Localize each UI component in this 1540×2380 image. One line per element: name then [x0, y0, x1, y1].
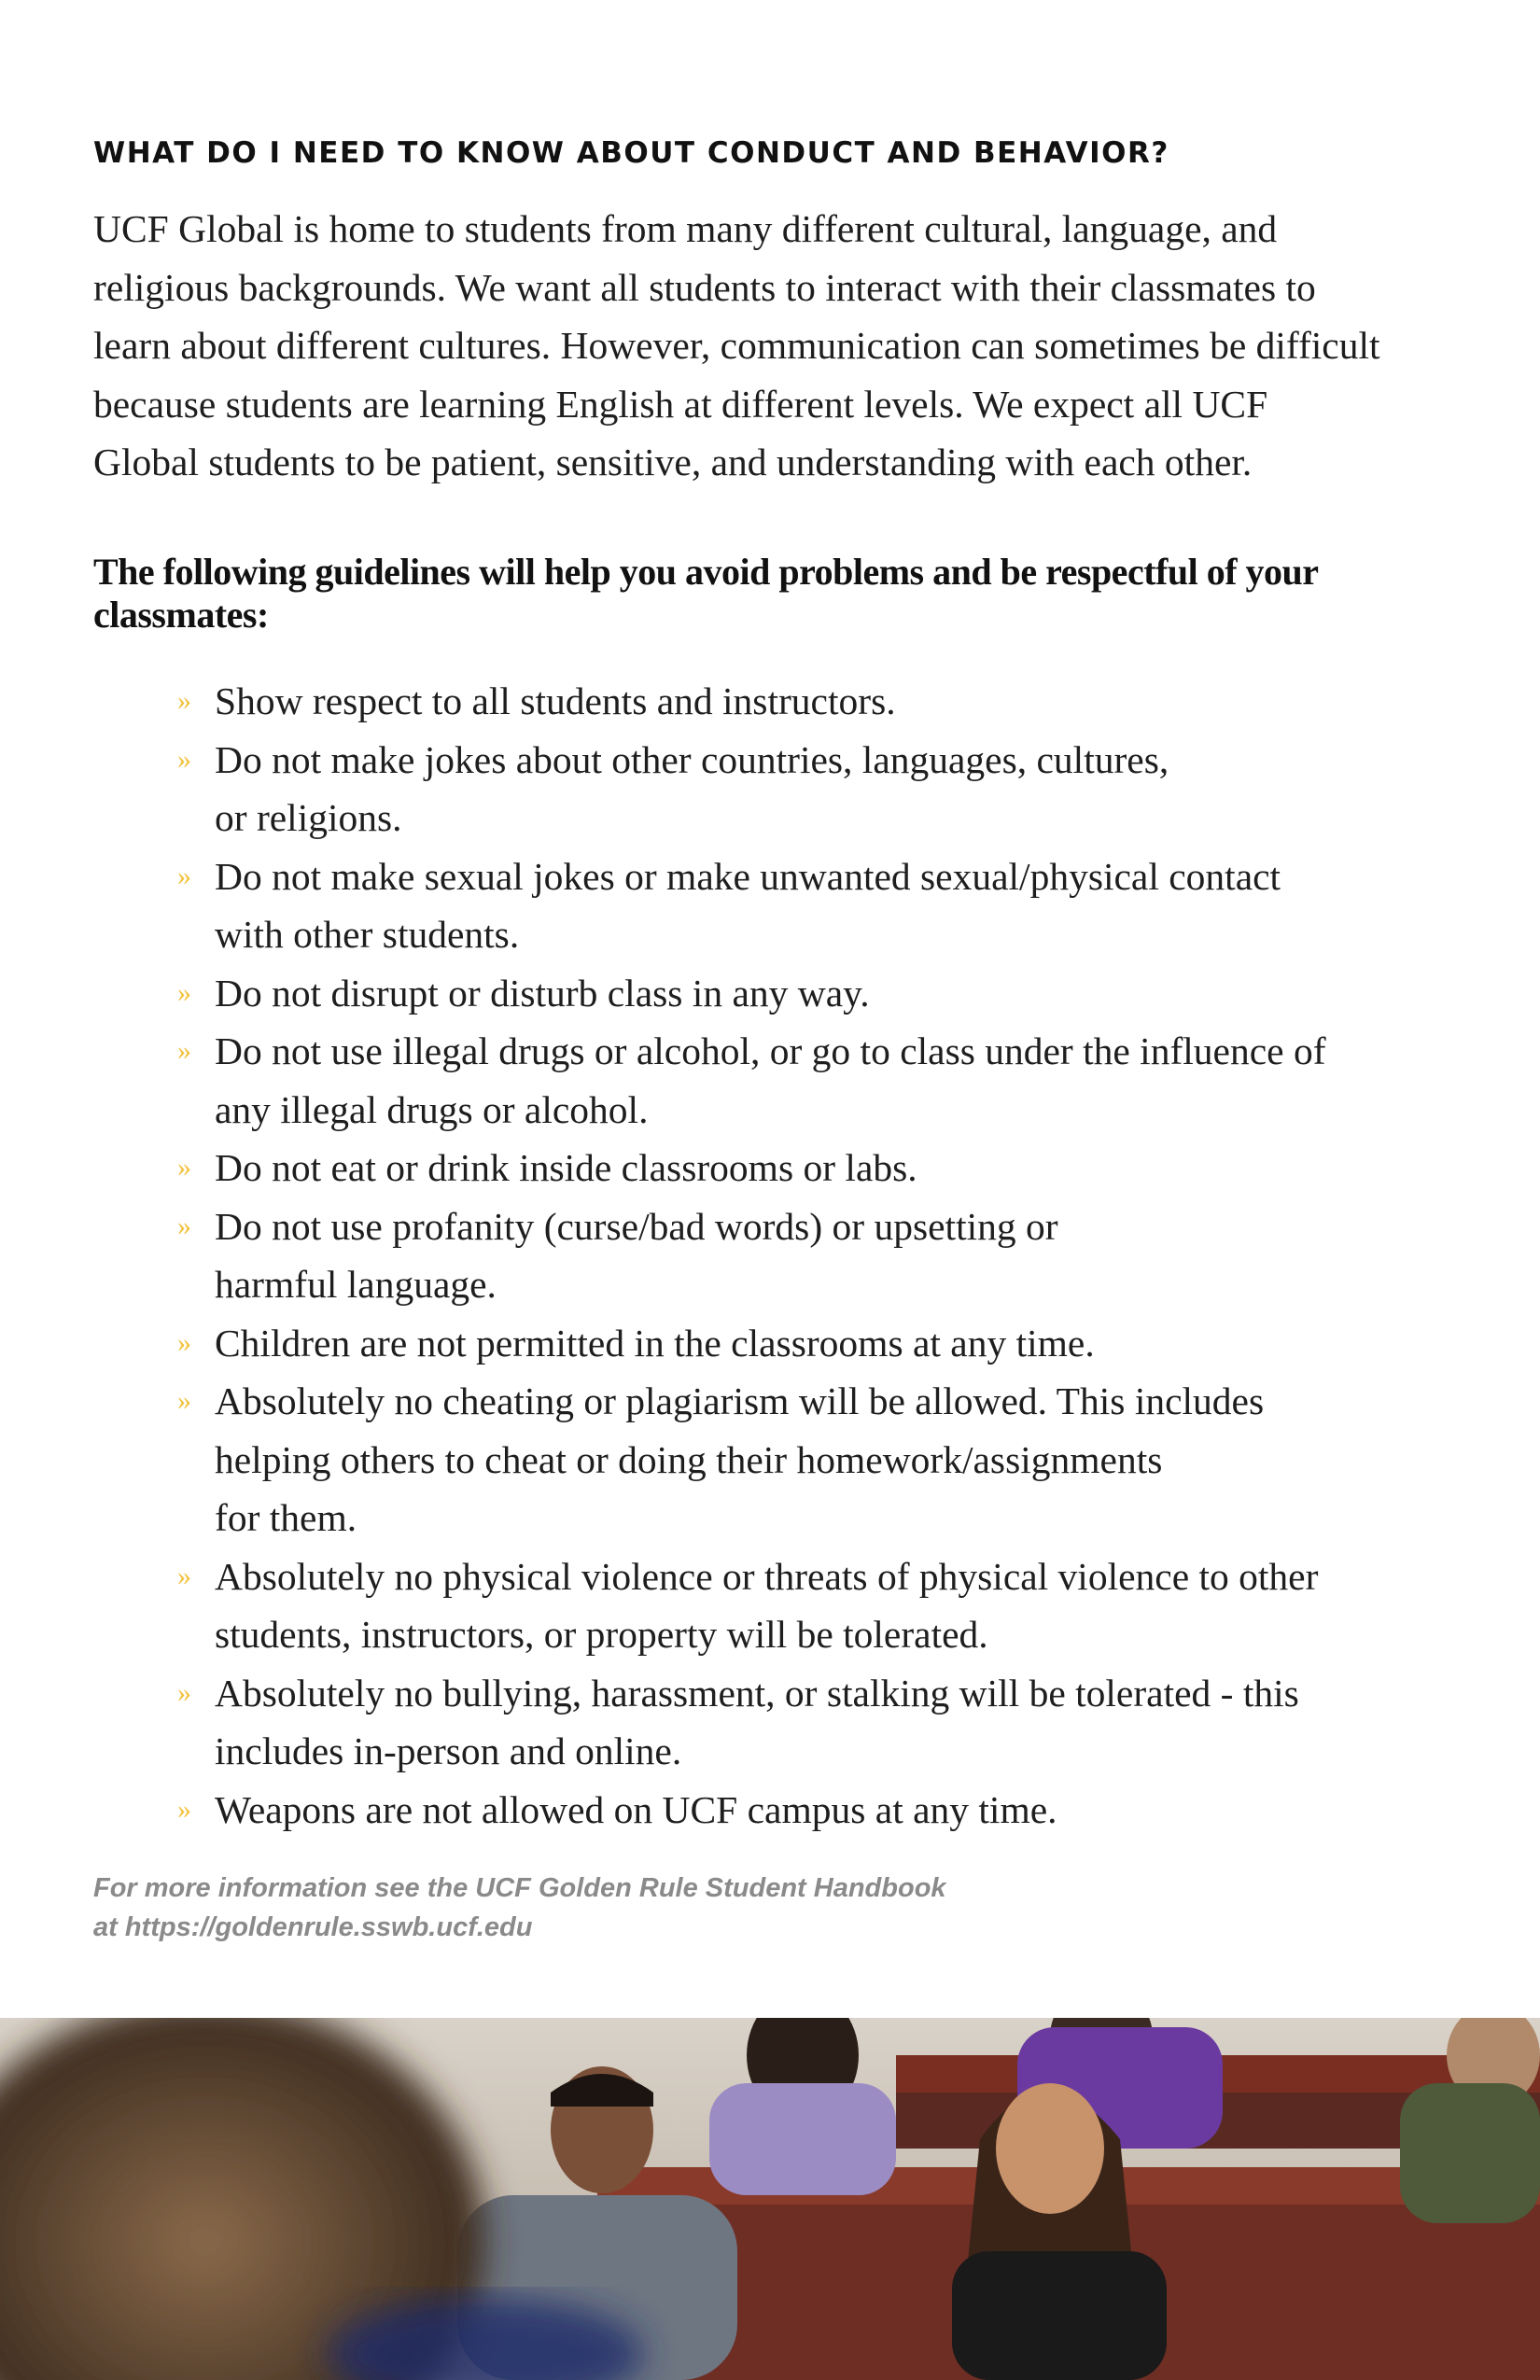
guideline-text-line: helping others to cheat or doing their homework/assignments [215, 1437, 1163, 1481]
subheading-line: The following guidelines will help you avoid problems and be respectful of your [93, 551, 1319, 593]
guideline-text-line: with other students. [215, 913, 520, 956]
guideline-text-line: Weapons are not allowed on UCF campus at any time. [215, 1787, 1057, 1831]
guideline-text-line: or religions. [215, 796, 402, 839]
bullet-marker: » [177, 1793, 191, 1825]
guideline-text-line: Do not disrupt or disturb class in any way. [215, 971, 870, 1015]
intro-line: religious backgrounds. We want all students to interact with their classmates to [93, 265, 1316, 309]
bullet-marker: » [177, 1152, 191, 1183]
bullet-marker: » [177, 1676, 191, 1708]
guideline-item [177, 1781, 1353, 1840]
guideline-item [177, 1664, 1353, 1781]
guideline-item [177, 1314, 1353, 1373]
footnote-line: at https://goldenrule.sswb.ucf.edu [93, 1912, 533, 1942]
guideline-item [177, 1547, 1353, 1664]
guideline-text-line: any illegal drugs or alcohol. [215, 1087, 649, 1131]
bullet-marker: » [177, 743, 191, 775]
guideline-item [177, 1197, 1353, 1314]
bullet-marker: » [177, 1035, 191, 1066]
guideline-text-line: Absolutely no bullying, harassment, or stalking will be tolerated - this [215, 1671, 1299, 1715]
bullet-marker: » [177, 685, 191, 716]
guideline-item [177, 731, 1353, 847]
intro-paragraph [93, 200, 1456, 492]
section-heading: WHAT DO I NEED TO KNOW ABOUT CONDUCT AND BEHAVIOR? [93, 136, 1169, 170]
guideline-text-line: Absolutely no physical violence or threats of physical violence to other [215, 1554, 1319, 1598]
guideline-text-line: Do not use profanity (curse/bad words) or upsetting or [215, 1204, 1058, 1248]
guideline-text-line: Absolutely no cheating or plagiarism will be allowed. This includes [215, 1379, 1265, 1422]
intro-line: because students are learning English at different levels. We expect all UCF [93, 382, 1268, 426]
guideline-text-line: Show respect to all students and instructors. [215, 679, 896, 722]
guideline-text-line: Do not make jokes about other countries, languages, cultures, [215, 737, 1169, 781]
intro-line: Global students to be patient, sensitive, and understanding with each other. [93, 441, 1253, 483]
guideline-item [177, 1139, 1353, 1197]
guideline-text-line: includes in-person and online. [215, 1729, 682, 1772]
intro-line: UCF Global is home to students from many different cultural, language, and [93, 207, 1278, 250]
bullet-marker: » [177, 1326, 191, 1358]
intro-line: learn about different cultures. However, communication can sometimes be difficult [93, 324, 1380, 367]
guidelines-list [177, 672, 1353, 1839]
guideline-item [177, 672, 1353, 731]
guideline-item [177, 1022, 1353, 1139]
guideline-item [177, 847, 1353, 964]
footnote [93, 1869, 1213, 1947]
guideline-item [177, 964, 1353, 1023]
bullet-marker: » [177, 976, 191, 1008]
guideline-text-line: for them. [215, 1496, 357, 1539]
guideline-text-line: Do not make sexual jokes or make unwanted sexual/physical contact [215, 854, 1281, 898]
bullet-marker: » [177, 1385, 191, 1416]
subheading-line: classmates: [93, 594, 269, 636]
classroom-photo-illustration [0, 2018, 1540, 2380]
guideline-item [177, 1372, 1353, 1547]
guidelines-subheading [93, 551, 1419, 637]
guideline-text-line: Children are not permitted in the classrooms at any time. [215, 1321, 1095, 1365]
footnote-line: For more information see the UCF Golden Rule Student Handbook [93, 1873, 946, 1903]
classroom-photo [0, 2018, 1540, 2380]
guideline-text-line: Do not eat or drink inside classrooms or labs. [215, 1146, 917, 1189]
bullet-marker: » [177, 860, 191, 891]
guideline-text-line: students, instructors, or property will be tolerated. [215, 1613, 988, 1656]
bullet-marker: » [177, 1560, 191, 1591]
guideline-text-line: Do not use illegal drugs or alcohol, or go to class under the influence of [215, 1029, 1326, 1072]
bullet-marker: » [177, 1210, 191, 1241]
guideline-text-line: harmful language. [215, 1263, 497, 1306]
